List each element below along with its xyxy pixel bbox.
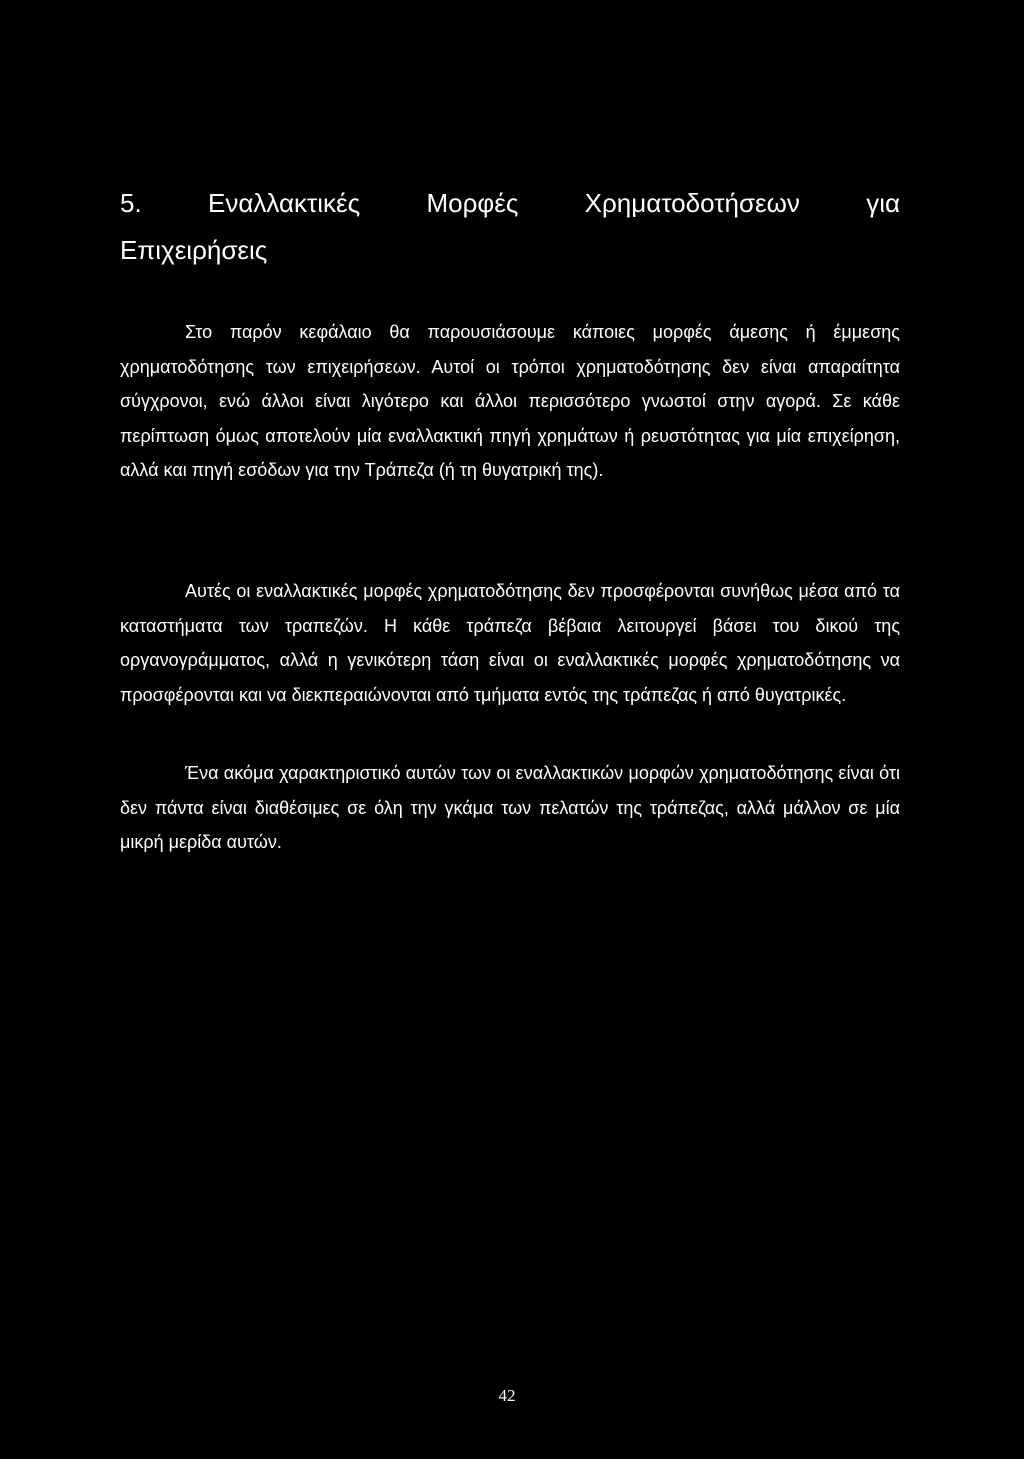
- chapter-heading-line-2: Επιχειρήσεις: [120, 235, 268, 265]
- chapter-heading-line-1: 5. Εναλλακτικές Μορφές Χρηματοδοτήσεων για: [120, 188, 900, 218]
- paragraph-1: [120, 315, 900, 488]
- paragraph-2-text: Αυτές οι εναλλακτικές μορφές χρηματοδότησης δεν προσφέρονται συνήθως μέσα από τα καταστήματα των τραπεζών. Η κάθε τράπεζα βέβαια λειτουργεί βάσει του δικού της οργανογράμματος, αλλά η γενικότερη τάση είναι οι εναλλακτικές μορφές χρηματοδότησης να προσφέρονται και να διεκπεραιώνονται από τμήματα εντός της τράπεζας ή από θυγατρικές.: [120, 581, 900, 705]
- paragraph-3-text: Ένα ακόμα χαρακτηριστικό αυτών των οι εναλλακτικών μορφών χρηματοδότησης είναι ότι δεν πάντα είναι διαθέσιμες σε όλη την γκάμα των πελατών της τράπεζας, αλλά μάλλον σε μία μικρή μερίδα αυτών.: [120, 763, 900, 852]
- paragraph-1-text: Στο παρόν κεφάλαιο θα παρουσιάσουμε κάποιες μορφές άμεσης ή έμμεσης χρηματοδότησης των επιχειρήσεων. Αυτοί οι τρόποι χρηματοδότησης δεν είναι απαραίτητα σύγχρονοι, ενώ άλλοι είναι λιγότερο και άλλοι περισσότερο γνωστοί στην αγορά. Σε κάθε περίπτωση όμως αποτελούν μία εναλλακτική πηγή χρημάτων ή ρευστότητας για μία επιχείρηση, αλλά και πηγή εσόδων για την Τράπεζα (ή τη θυγατρική της).: [120, 322, 900, 480]
- page-number: 42: [498, 1386, 516, 1405]
- paragraph-3: [120, 756, 900, 860]
- paragraph-2: [120, 574, 900, 712]
- chapter-heading: [120, 180, 900, 274]
